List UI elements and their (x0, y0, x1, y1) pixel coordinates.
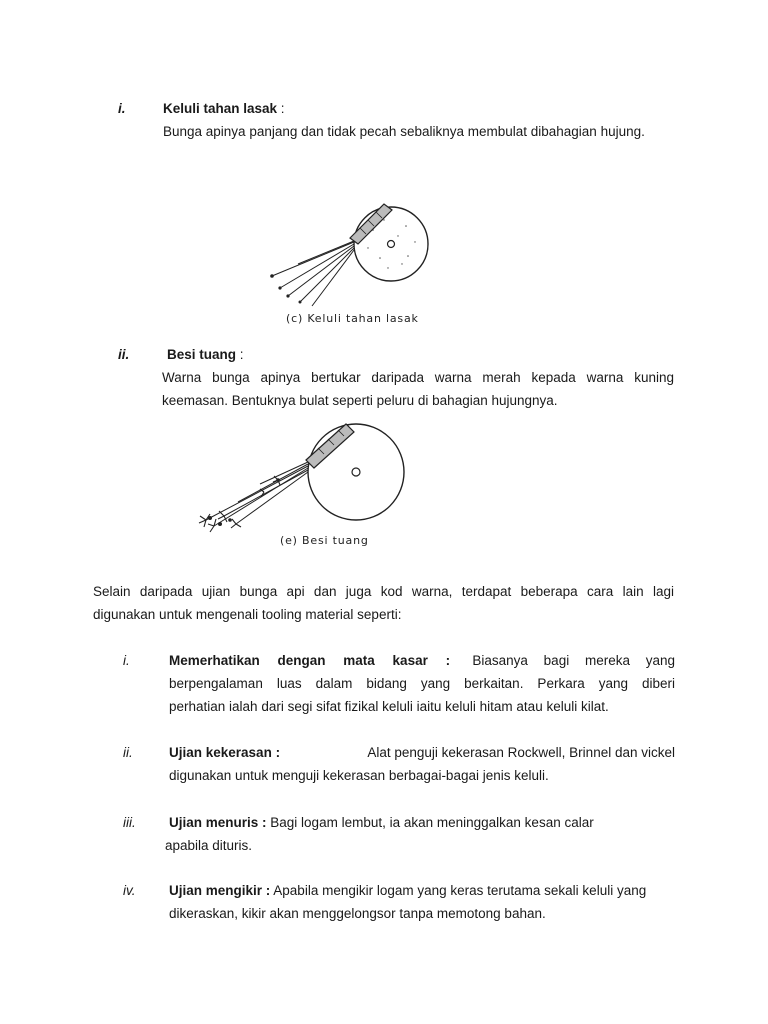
intro-line-2: digunakan untuk mengenali tooling material seperti: (93, 607, 402, 622)
method-1-title: Memerhatikan dengan mata kasar : (169, 653, 451, 668)
method-3-title: Ujian menuris : (169, 815, 267, 830)
section-2-text-line-1: Warna bunga apinya bertukar daripada warna merah kepada warna kuning (162, 370, 674, 385)
figure-keluli-tahan-lasak (258, 196, 458, 330)
figure-1-caption: (c) Keluli tahan lasak (286, 312, 419, 325)
method-1-number: i. (123, 653, 130, 668)
section-2-number: ii. (118, 347, 130, 362)
method-2-text-1: Alat penguji kekerasan Rockwell, Brinnel dan vickel (367, 745, 675, 760)
method-4-line-1 (169, 880, 675, 903)
method-3-number: iii. (123, 815, 136, 830)
method-1-line-3: perhatian ialah dari segi sifat fizikal keluli iaitu keluli hitam atau keluli kilat. (169, 699, 609, 714)
section-1-heading (163, 98, 285, 121)
method-4-number: iv. (123, 883, 136, 898)
section-1-title: Keluli tahan lasak (163, 101, 278, 116)
figure-2-caption: (e) Besi tuang (280, 534, 369, 547)
section-1-colon: : (277, 101, 285, 116)
section-2-colon: : (236, 347, 244, 362)
method-4-text-1: Apabila mengikir logam yang keras terutama sekali keluli yang (270, 883, 647, 898)
method-2-title: Ujian kekerasan : (169, 745, 281, 760)
section-2-title: Besi tuang (167, 347, 237, 362)
method-3-text-1: Bagi logam lembut, ia akan meninggalkan kesan calar (266, 815, 594, 830)
intro-line-1: Selain daripada ujian bunga api dan juga kod warna, terdapat beberapa cara lain lagi (93, 584, 674, 599)
method-3-line-2: apabila dituris. (165, 838, 253, 853)
section-2-text-line-2: keemasan. Bentuknya bulat seperti peluru di bahagian hujungnya. (162, 393, 558, 408)
method-4-line-2: dikeraskan, kikir akan menggelongsor tanpa memotong bahan. (169, 906, 546, 921)
section-1-text: Bunga apinya panjang dan tidak pecah sebaliknya membulat dibahagian hujung. (163, 124, 645, 139)
section-2-heading (167, 344, 244, 367)
method-1-text-1: Biasanya bagi mereka yang (472, 653, 675, 668)
method-1-line-2: berpengalaman luas dalam bidang yang berkaitan. Perkara yang diberi (169, 676, 675, 691)
method-4-title: Ujian mengikir : (169, 883, 271, 898)
method-2-number: ii. (123, 745, 133, 760)
method-2-line-1 (169, 742, 675, 765)
section-1-number: i. (118, 101, 126, 116)
figure-besi-tuang (190, 416, 430, 556)
method-3-line-1 (169, 812, 594, 835)
method-2-line-2: digunakan untuk menguji kekerasan berbagai-bagai jenis keluli. (169, 768, 549, 783)
method-1-line-1 (169, 650, 675, 673)
